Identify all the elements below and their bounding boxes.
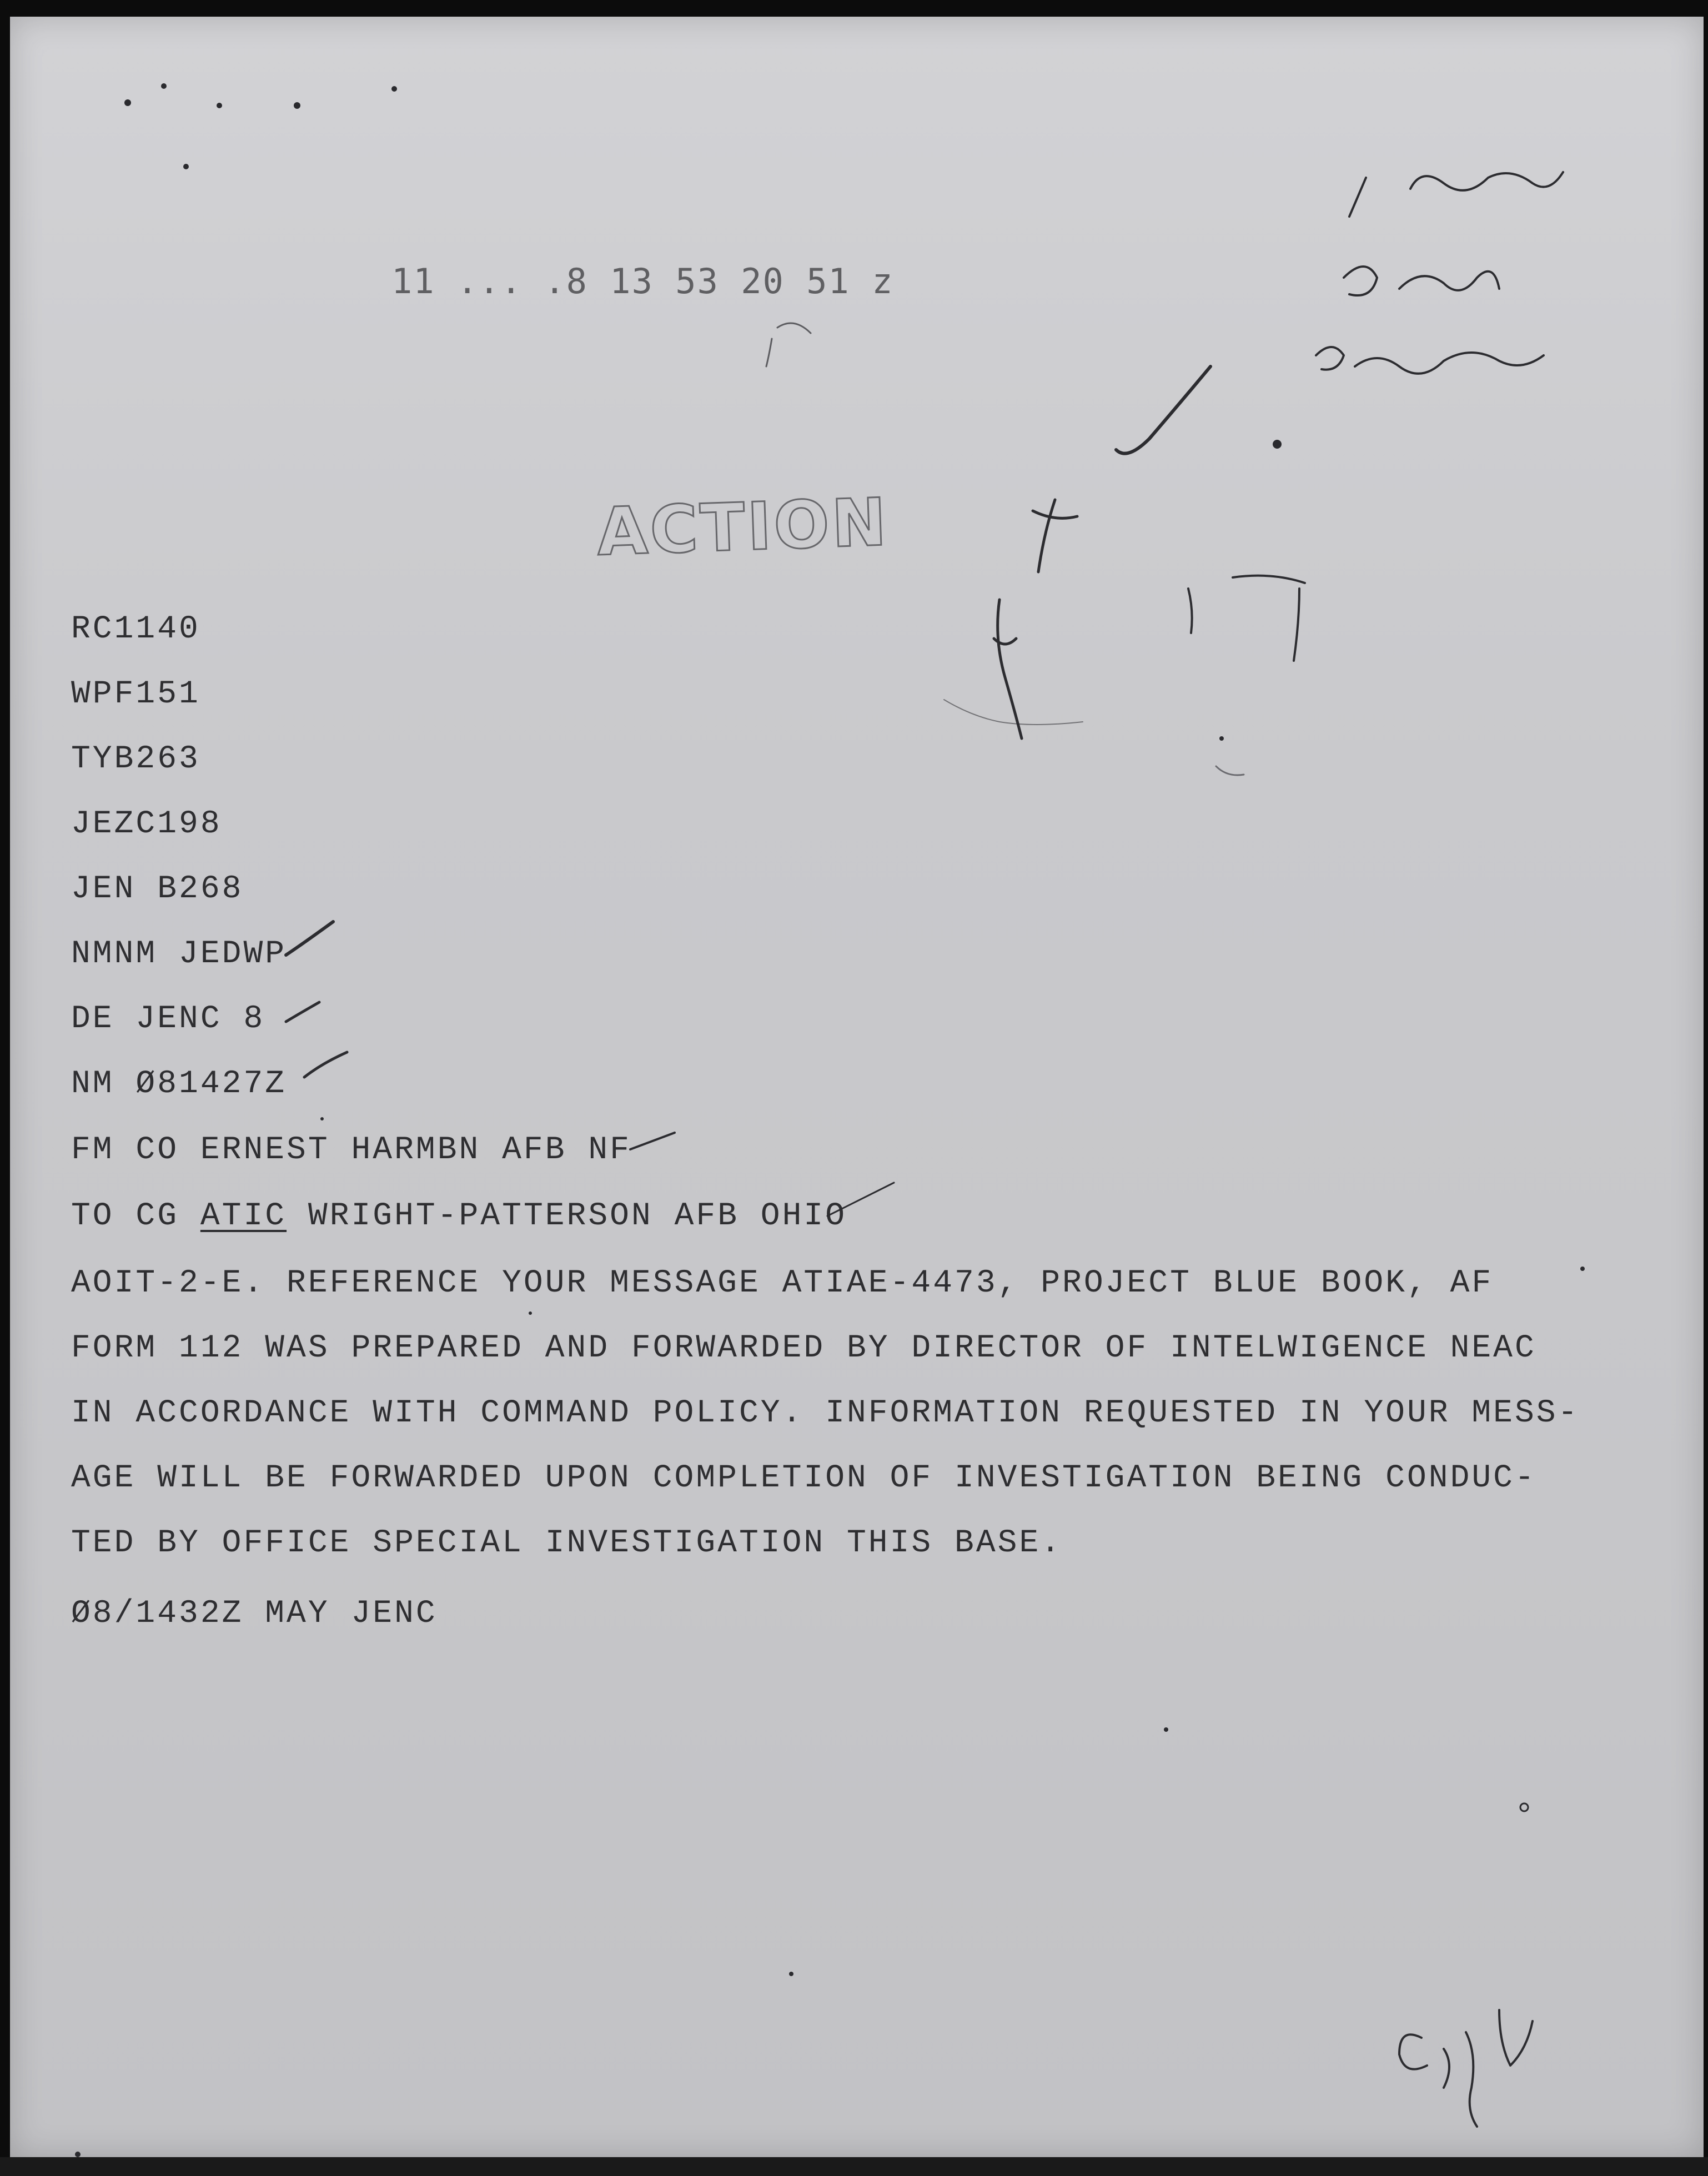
- received-time-stamp: 11 ... .8 13 53 20 51 z: [391, 261, 894, 301]
- body-line: TED BY OFFICE SPECIAL INVESTIGATION THIS BASE.: [71, 1525, 1063, 1561]
- to-suffix: WRIGHT-PATTERSON AFB OHIO: [287, 1198, 847, 1234]
- date-time-group: Ø8/1432Z MAY JENC: [71, 1596, 438, 1632]
- routing-line: NMNM JEDWP: [71, 936, 287, 972]
- speck: [1520, 1803, 1528, 1811]
- speck: [1273, 440, 1282, 449]
- routing-initials-scrawl: [1188, 576, 1305, 661]
- speck: [789, 1972, 793, 1976]
- routing-initials-scrawl: [766, 323, 811, 366]
- routing-line: DE JENC 8: [71, 1001, 265, 1037]
- check-mark: [827, 1183, 894, 1216]
- speck: [124, 99, 131, 106]
- speck: [391, 86, 397, 92]
- action-stamp: ACTION: [595, 483, 890, 571]
- routing-line: RC1140: [71, 611, 200, 647]
- body-line: AOIT-2-E. REFERENCE YOUR MESSAGE ATIAE-4473, PROJECT BLUE BOOK, AF: [71, 1265, 1494, 1301]
- check-mark: [630, 1133, 675, 1149]
- check-mark: [304, 1052, 347, 1077]
- speck: [1164, 1727, 1168, 1732]
- routing-initials-scrawl: [1216, 766, 1244, 775]
- body-line: FORM 112 WAS PREPARED AND FORWARDED BY DIRECTOR OF INTELWIGENCE NEAC: [71, 1330, 1536, 1366]
- speck: [183, 164, 189, 169]
- speck: [161, 83, 167, 89]
- speck: [217, 103, 222, 108]
- speck: [320, 1117, 324, 1120]
- routing-initials-scrawl: [994, 600, 1022, 738]
- check-mark: [286, 1002, 319, 1022]
- routing-line: NM Ø81427Z: [71, 1066, 287, 1102]
- from-line: FM CO ERNEST HARMBN AFB NF: [71, 1132, 631, 1168]
- body-line: AGE WILL BE FORWARDED UPON COMPLETION OF INVESTIGATION BEING CONDUC-: [71, 1460, 1536, 1496]
- body-line: IN ACCORDANCE WITH COMMAND POLICY. INFORMATION REQUESTED IN YOUR MESS-: [71, 1395, 1580, 1431]
- signature-scrawl: [1399, 2010, 1533, 2127]
- speck: [1580, 1267, 1585, 1271]
- routing-initials-scrawl: [1316, 347, 1544, 374]
- speck: [294, 102, 300, 109]
- routing-line: JEZC198: [71, 806, 222, 842]
- speck: [529, 1311, 532, 1315]
- routing-initials-scrawl: [1116, 366, 1210, 454]
- routing-initials-scrawl: [1033, 500, 1077, 572]
- speck: [1219, 736, 1224, 741]
- routing-line: TYB263: [71, 741, 200, 777]
- to-prefix: TO CG: [71, 1198, 200, 1234]
- speck: [75, 2152, 81, 2157]
- routing-initials-scrawl: [1344, 267, 1499, 295]
- check-mark: [286, 922, 333, 955]
- to-atic-underlined: ATIC: [200, 1198, 287, 1234]
- routing-line: JEN B268: [71, 871, 244, 907]
- routing-initials-scrawl: [1349, 172, 1563, 217]
- routing-line: WPF151: [71, 676, 200, 712]
